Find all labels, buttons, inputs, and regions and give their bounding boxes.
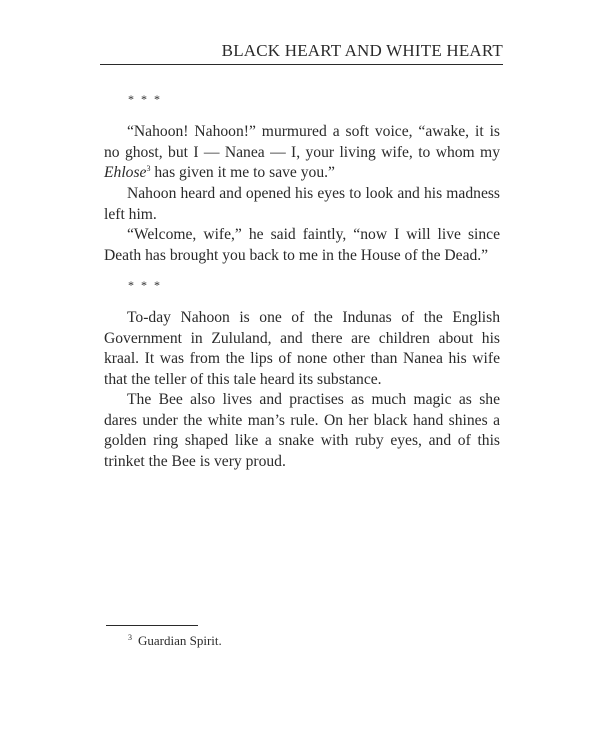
section-break: * * *: [128, 278, 162, 292]
paragraph-text: “Nahoon! Nahoon!” murmured a soft voice, “awake, it is no ghost, but I — Nanea — I, your living wife, to whom my: [104, 123, 500, 161]
paragraph: [104, 225, 500, 266]
footnote: [128, 633, 222, 649]
footnote-rule: [106, 625, 198, 626]
paragraph: [104, 184, 500, 225]
paragraph: [104, 122, 500, 184]
running-header: BLACK HEART AND WHITE HEART: [221, 41, 503, 60]
paragraph-text: To-day Nahoon is one of the Indunas of the English Government in Zululand, and there are children about his kraal. It was from the lips of none other than Nanea his wife that the teller of this tale heard its substance.: [104, 309, 500, 388]
paragraph-text: has given it me to save you.”: [150, 164, 335, 182]
paragraph-text: “Welcome, wife,” he said faintly, “now I will live since Death has brought you back to me in the House of the Dead.”: [104, 226, 500, 264]
emphasized-word: Ehlose: [104, 164, 147, 182]
paragraph-text: The Bee also lives and practises as much magic as she dares under the white man’s rule. On her black hand shines a golden ring shaped like a snake with ruby eyes, and of this trinket the Bee is very proud.: [104, 391, 500, 470]
paragraph: [104, 390, 500, 472]
header-rule: [100, 64, 503, 65]
footnote-text: Guardian Spirit.: [138, 633, 222, 648]
footnote-marker: 3: [128, 633, 132, 642]
footnote-reference: 3: [146, 164, 151, 174]
paragraph: [104, 308, 500, 390]
section-break: * * *: [128, 92, 162, 106]
paragraph-text: Nahoon heard and opened his eyes to look and his madness left him.: [104, 185, 500, 223]
